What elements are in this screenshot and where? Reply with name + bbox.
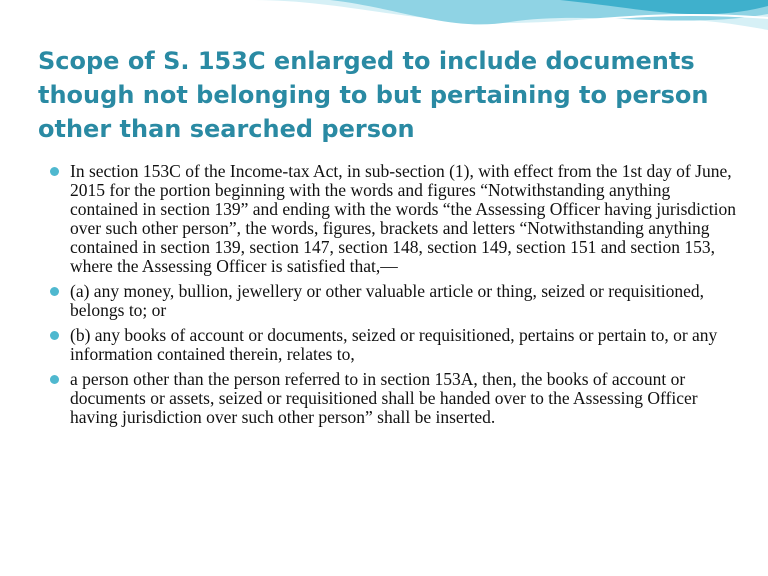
bullet-text: (b) any books of account or documents, seized or requisitioned, pertains or pertain to, or any information contained therein, relates to, [70, 325, 718, 364]
list-item [48, 326, 738, 364]
bullet-icon [50, 287, 59, 296]
bullet-text: a person other than the person referred to in section 153A, then, the books of account or documents or assets, seized or requisitioned shall be handed over to the Assessing Officer having jurisdiction over such other person” shall be inserted. [70, 369, 698, 427]
list-item [48, 162, 738, 276]
bullet-list [48, 162, 738, 433]
bullet-text: (a) any money, bullion, jewellery or other valuable article or thing, seized or requisitioned, belongs to; or [70, 281, 704, 320]
list-item [48, 370, 738, 427]
list-item [48, 282, 738, 320]
bullet-icon [50, 331, 59, 340]
bullet-text: In section 153C of the Income-tax Act, in sub-section (1), with effect from the 1st day of June, 2015 for the portion beginning with the words and figures “Notwithstanding anything contained in section 139” and ending with the words “the Assessing Officer having jurisdiction over such other person”, the words, figures, brackets and letters “Notwithstanding anything contained in section 139, section 147, section 148, section 149, section 151 and section 153, where the Assessing Officer is satisfied that,— [70, 161, 736, 276]
bullet-icon [50, 167, 59, 176]
slide-title: Scope of S. 153C enlarged to include documents though not belonging to but pertaining to person other than searched person [38, 47, 709, 143]
bullet-icon [50, 375, 59, 384]
